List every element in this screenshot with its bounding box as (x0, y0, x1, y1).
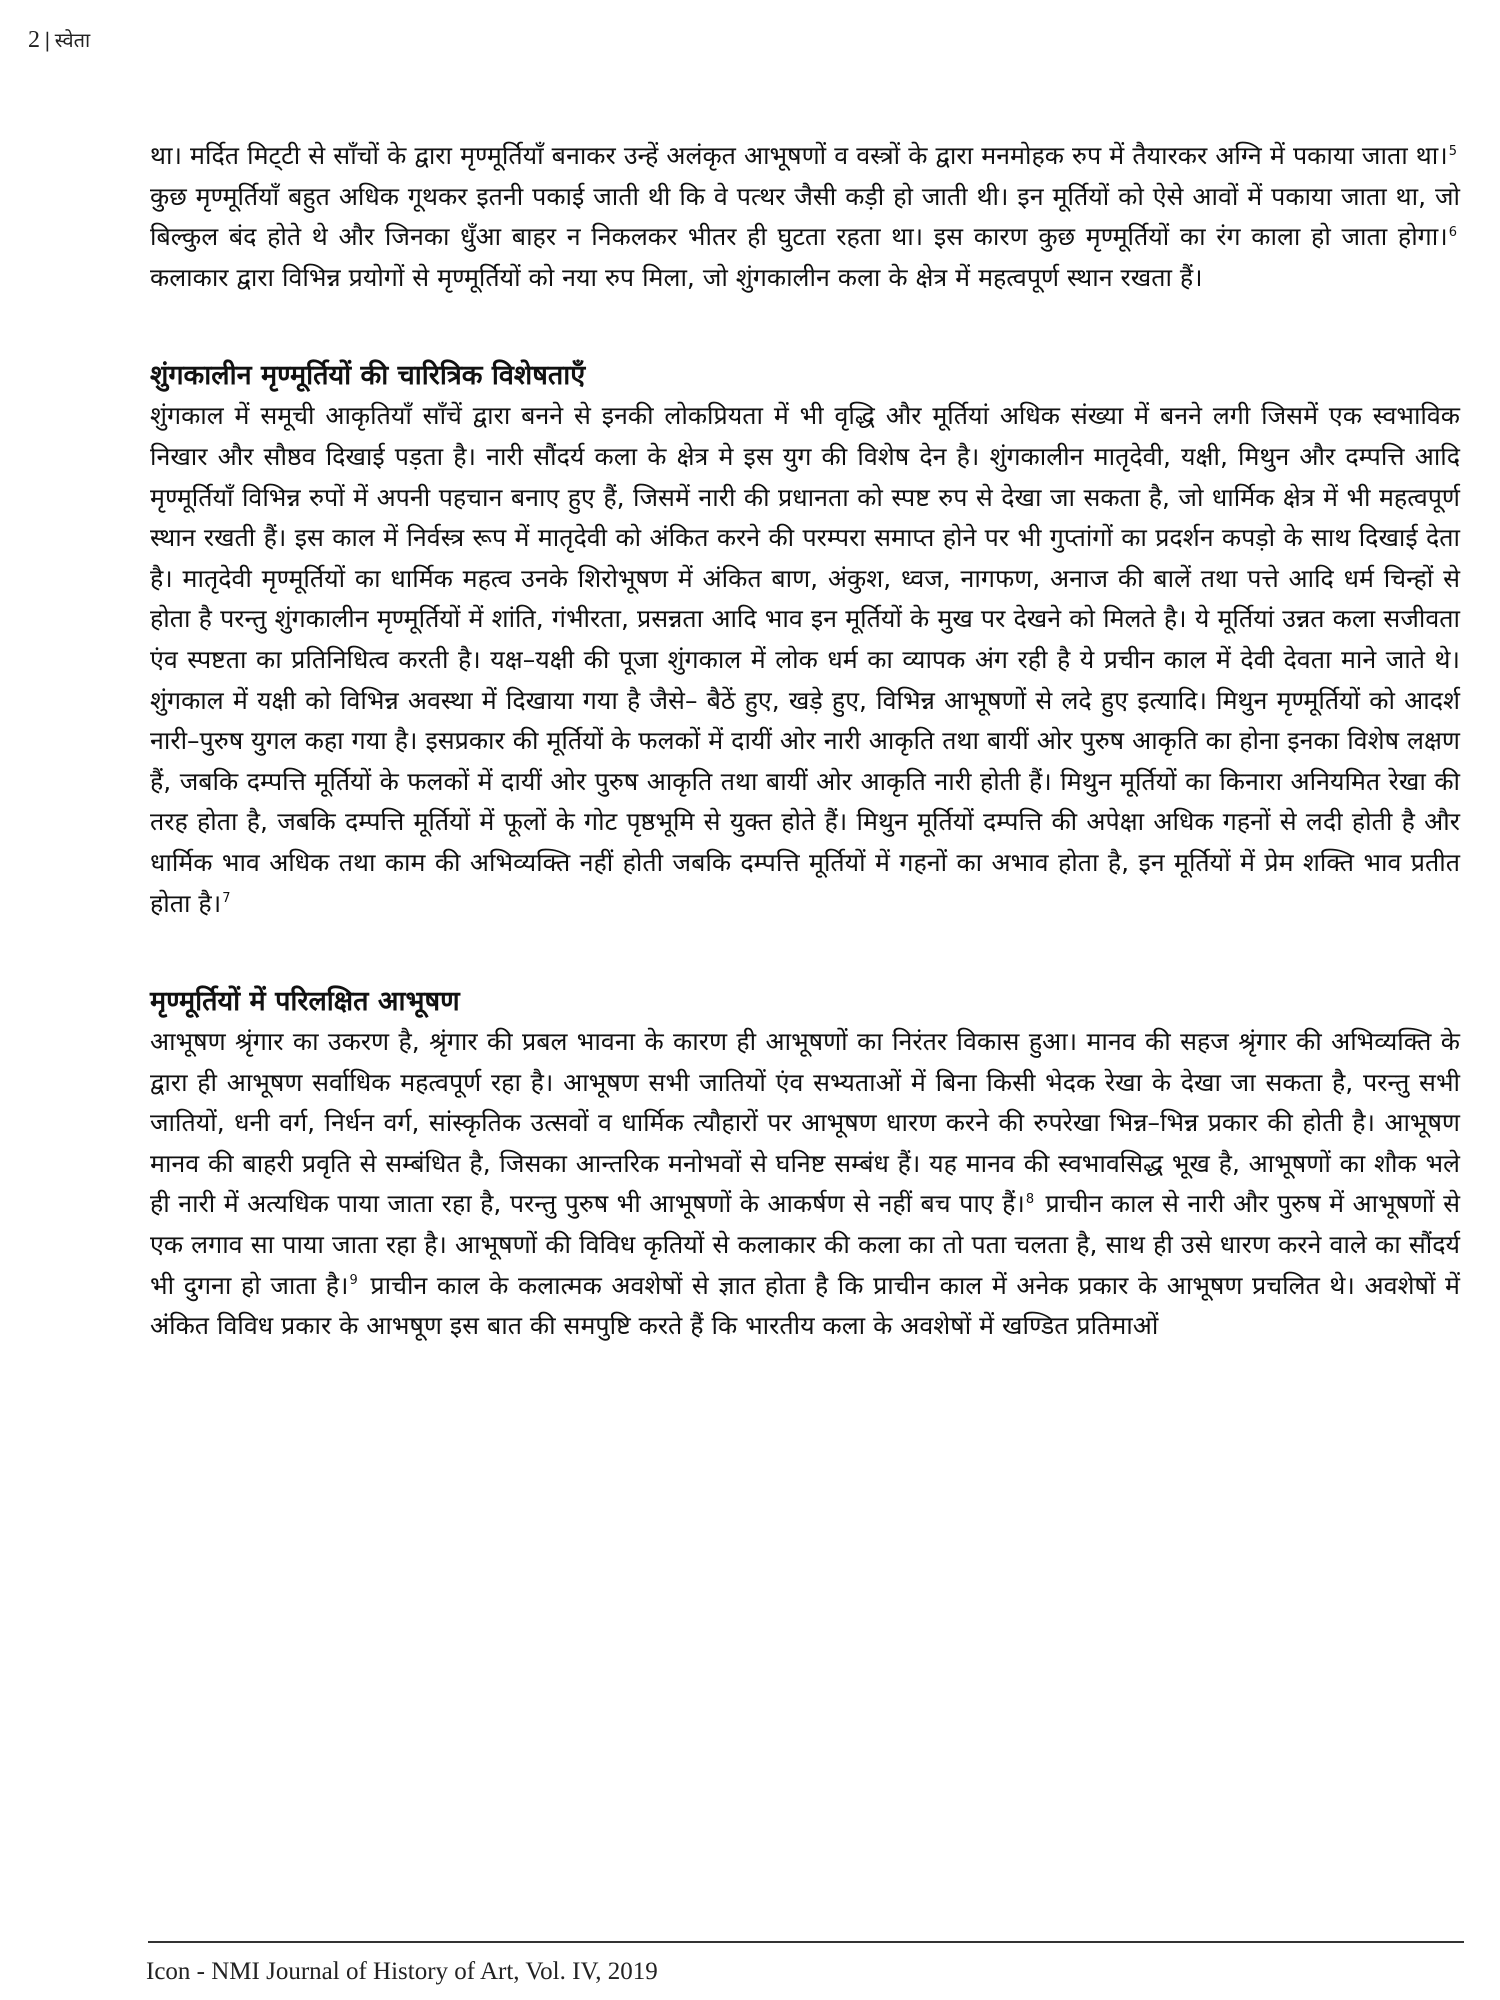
footnote-ref-6: 6 (1448, 224, 1457, 240)
footnote-ref-5: 5 (1448, 143, 1457, 159)
paragraph-1-text: कलाकार द्वारा विभिन्न प्रयोगों से मृण्मूर्तियों को नया रुप मिला, जो शुंगकालीन कला के क्षेत्र में महत्वपूर्ण स्थान रखता हैं। (150, 262, 1203, 292)
footnote-ref-9: 9 (349, 1273, 358, 1289)
paragraph-3-text: आभूषण श्रृंगार का उकरण है, श्रृंगार की प्रबल भावना के कारण ही आभूषणों का निरंतर विकास हुआ। मानव की सहज श्रृंगार की अभिव्यक्ति के द्वारा ही आभूषण सर्वाधिक महत्वपूर्ण रहा है। आभूषण सभी जातियों एंव सभ्यताओं में बिना किसी भेदक रेखा के देखा जा सकता है, परन्तु सभी जातियों, धनी वर्ग, निर्धन वर्ग, सांस्कृतिक उत्सवों व धार्मिक त्यौहारों पर आभूषण धारण करने की रुपरेखा भिन्न–भिन्न प्रकार की होती है। आभूषण मानव की बाहरी प्रवृति से सम्बंधित है, जिसका आन्तरिक मनोभवों से घनिष्ट सम्बंध हैं। यह मानव की स्वभावसिद्ध भूख है, आभूषणों का शौक भले ही नारी में अत्यधिक पाया जाता रहा है, परन्तु पुरुष भी आभूषणों के आकर्षण से नहीं बच पाए हैं। (150, 1027, 1460, 1219)
paragraph-1 (150, 136, 1460, 298)
footnote-ref-8: 8 (1025, 1192, 1035, 1208)
paragraph-3-text: प्राचीन काल के कलात्मक अवशेषों से ज्ञात होता है कि प्राचीन काल में अनेक प्रकार के आभूषण प्रचलित थे। अवशेषों में अंकित विविध प्रकार के आभषूण इस बात की समपुष्टि करते हैं कि भारतीय कला के अवशेषों में खण्डित प्रतिमाओं (150, 1270, 1460, 1341)
paragraph-3-text: प्राचीन काल से नारी और पुरुष में आभूषणों से एक लगाव सा पाया जाता रहा है। आभूषणों की विविध कृतियों से कलाकार की कला का तो पता चलता है, साथ ही उसे धारण करने वाले का सौंदर्य भी दुगना हो जाता है। (150, 1189, 1460, 1300)
section-heading-ornaments: मृण्मूर्तियों में परिलक्षित आभूषण (150, 986, 460, 1018)
section-heading-characteristics: शुंगकालीन मृण्मूर्तियों की चारित्रिक विशेषताएँ (150, 360, 586, 392)
paragraph-2 (150, 396, 1460, 924)
footnote-ref-7: 7 (222, 891, 231, 907)
journal-footer: Icon - NMI Journal of History of Art, Vol. IV, 2019 (146, 1958, 658, 1985)
running-head-author: स्वेता (54, 28, 91, 52)
paragraph-2-text: शुंगकाल में समूची आकृतियाँ साँचें द्वारा बनने से इनकी लोकप्रियता में भी वृद्धि और मूर्तियां अधिक संख्या में बनने लगी जिसमें एक स्वभाविक निखार और सौष्ठव दिखाई पड़ता है। नारी सौंदर्य कला के क्षेत्र मे इस युग की विशेष देन है। शुंगकालीन मातृदेवी, यक्षी, मिथुन और दम्पत्ति आदि मृण्मूर्तियाँ विभिन्न रुपों में अपनी पहचान बनाए हुए हैं, जिसमें नारी की प्रधानता को स्पष्ट रुप से देखा जा सकता है, जो धार्मिक क्षेत्र में भी महत्वपूर्ण स्थान रखती हैं। इस काल में निर्वस्त्र रूप में मातृदेवी को अंकित करने की परम्परा समाप्त होने पर भी गुप्तांगों का प्रदर्शन कपड़ो के साथ दिखाई देता है। मातृदेवी मृण्मूर्तियों का धार्मिक महत्व उनके शिरोभूषण में अंकित बाण, अंकुश, ध्वज, नागफण, अनाज की बालें तथा पत्ते आदि धर्म चिन्हों से होता है परन्तु शुंगकालीन मृण्मूर्तियों में शांति, गंभीरता, प्रसन्नता आदि भाव इन मूर्तियों के मुख पर देखने को मिलते है। ये मूर्तियां उन्नत कला सजीवता एंव स्पष्टता का प्रतिनिधित्व करती है। यक्ष–यक्षी की पूजा शुंगकाल में लोक धर्म का व्यापक अंग रही है ये प्रचीन काल में देवी देवता माने जाते थे। शुंगकाल में यक्षी को विभिन्न अवस्था में दिखाया गया है जैसे– बैठें हुए, खड़े हुए, विभिन्न आभूषणों से लदे हुए इत्यादि। मिथुन मृण्मूर्तियों को आदर्श नारी–पुरुष युगल कहा गया है। इसप्रकार की मूर्तियों के फलकों में दायीं ओर नारी आकृति तथा बायीं ओर पुरुष आकृति का होना इनका विशेष लक्षण हैं, जबकि दम्पत्ति मूर्तियों के फलकों में दायीं ओर पुरुष आकृति तथा बायीं ओर आकृति नारी होती हैं। मिथुन मूर्तियों का किनारा अनियमित रेखा की तरह होता है, जबकि दम्पत्ति मूर्तियों में फूलों के गोट पृष्ठभूमि से युक्त होते हैं। मिथुन मूर्तियों दम्पत्ति की अपेक्षा अधिक गहनों से लदी होती है और धार्मिक भाव अधिक तथा काम की अभिव्यक्ति नहीं होती जबकि दम्पत्ति मूर्तियों में गहनों का अभाव होता है, इन मूर्तियों में प्रेम शक्ति भाव प्रतीत होता है। (150, 401, 1460, 918)
paragraph-3 (150, 1022, 1460, 1347)
paragraph-1-text: कुछ मृण्मूर्तियाँ बहुत अधिक गूथकर इतनी पकाई जाती थी कि वे पत्थर जैसी कड़ी हो जाती थी। इन मूर्तियों को ऐसे आवों में पकाया जाता था, जो बिल्कुल बंद होते थे और जिनका धुँआ बाहर न निकलकर भीतर ही घुटता रहता था। इस कारण कुछ मृण्मूर्तियों का रंग काला हो जाता होगा। (150, 181, 1460, 252)
paragraph-1-text: था। मर्दित मिट्‌टी से साँचों के द्वारा मृण्मूर्तियाँ बनाकर उन्हें अलंकृत आभूषणों व वस्त्रों के द्वारा मनमोहक रुप में तैयारकर अग्नि में पकाया जाता था। (150, 141, 1448, 170)
running-head (28, 26, 90, 54)
running-head-separator: | (44, 28, 51, 52)
page-number: 2 (28, 27, 40, 53)
article-body (150, 136, 1460, 1347)
footer-divider (148, 1941, 1464, 1943)
